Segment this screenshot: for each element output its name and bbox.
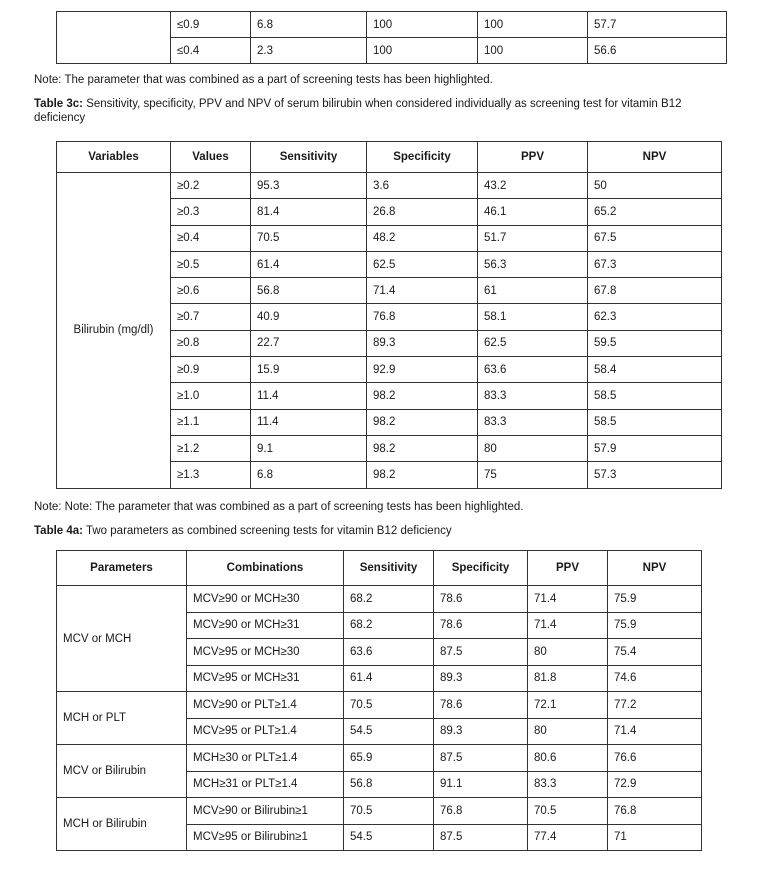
table-cell: 70.5 (528, 798, 608, 825)
header-specificity: Specificity (367, 142, 478, 173)
table-cell: 87.5 (434, 824, 528, 851)
table-cell: 56.3 (478, 251, 588, 277)
table-row (57, 745, 702, 772)
header-parameters: Parameters (57, 551, 187, 586)
table-3c-header-row (57, 142, 722, 173)
table-cell: 76.8 (434, 798, 528, 825)
combination-cell: MCV≥95 or PLT≥1.4 (187, 718, 344, 745)
table-cell: 57.3 (588, 462, 722, 488)
table-cell: ≥0.9 (171, 357, 251, 383)
table-cell: 80.6 (528, 745, 608, 772)
table-cell: 77.2 (608, 692, 702, 719)
table-cell: 11.4 (251, 409, 367, 435)
parameter-cell: MCH or PLT (57, 692, 187, 745)
table-cell: 75.4 (608, 639, 702, 666)
table-cell: 72.1 (528, 692, 608, 719)
table-cell: 65.2 (588, 199, 722, 225)
table-cell: 3.6 (367, 173, 478, 199)
table-cell: 74.6 (608, 665, 702, 692)
table-cell: 78.6 (434, 586, 528, 613)
table-cell: 62.5 (478, 330, 588, 356)
table-cell: 6.8 (251, 12, 367, 38)
table-cell: 68.2 (344, 586, 434, 613)
table-cell: 92.9 (367, 357, 478, 383)
header-sensitivity: Sensitivity (251, 142, 367, 173)
table-cell: ≤0.4 (171, 38, 251, 64)
table-cell: ≥0.7 (171, 304, 251, 330)
combination-cell: MCV≥90 or MCH≥31 (187, 612, 344, 639)
table-cell: ≥1.0 (171, 383, 251, 409)
table-4a-caption-label: Table 4a: (34, 525, 83, 537)
table-cell: ≤0.9 (171, 12, 251, 38)
table-cell: 50 (588, 173, 722, 199)
table-cell: ≥0.8 (171, 330, 251, 356)
table-cell: 51.7 (478, 225, 588, 251)
header-sensitivity: Sensitivity (344, 551, 434, 586)
table-cell: 75.9 (608, 586, 702, 613)
table-cell: 22.7 (251, 330, 367, 356)
combination-cell: MCV≥90 or MCH≥30 (187, 586, 344, 613)
table-cell: 71 (608, 824, 702, 851)
table-cell: 70.5 (344, 692, 434, 719)
table-4a (56, 550, 702, 851)
table-cell: 98.2 (367, 462, 478, 488)
header-npv: NPV (588, 142, 722, 173)
table-3c-caption-text: Sensitivity, specificity, PPV and NPV of serum bilirubin when considered individually as screening test for vitamin B12 deficiency (34, 98, 682, 124)
table-cell: 75.9 (608, 612, 702, 639)
table-cell: 83.3 (478, 383, 588, 409)
table-cell: 98.2 (367, 383, 478, 409)
table-3c (56, 141, 722, 489)
table-cell: 56.6 (588, 38, 727, 64)
header-ppv: PPV (478, 142, 588, 173)
table-cell: 70.5 (251, 225, 367, 251)
table-cell: ≥0.6 (171, 278, 251, 304)
table-cell: 100 (367, 12, 478, 38)
table-row (57, 798, 702, 825)
table-3c-caption (34, 97, 694, 125)
table-cell: 87.5 (434, 639, 528, 666)
combination-cell: MCV≥95 or Bilirubin≥1 (187, 824, 344, 851)
table-cell: 6.8 (251, 462, 367, 488)
table-4a-caption-text: Two parameters as combined screening tests for vitamin B12 deficiency (83, 525, 452, 537)
table-4a-header-row (57, 551, 702, 586)
table-cell: 83.3 (478, 409, 588, 435)
table-cell: 57.7 (588, 12, 727, 38)
table-cell: ≥1.2 (171, 435, 251, 461)
table-row (57, 173, 722, 199)
table-cell: 76.8 (608, 798, 702, 825)
table-cell: 63.6 (478, 357, 588, 383)
table-cell: 40.9 (251, 304, 367, 330)
table-cell: 100 (478, 12, 588, 38)
table-cell: 100 (478, 38, 588, 64)
table-cell: 70.5 (344, 798, 434, 825)
table-cell: 43.2 (478, 173, 588, 199)
table-cell: 61.4 (251, 251, 367, 277)
table-cell: 78.6 (434, 612, 528, 639)
table-row (57, 12, 727, 38)
combination-cell: MCV≥95 or MCH≥31 (187, 665, 344, 692)
table-cell: 89.3 (434, 718, 528, 745)
combination-cell: MCV≥95 or MCH≥30 (187, 639, 344, 666)
table-cell: 98.2 (367, 435, 478, 461)
variable-cell-empty (57, 12, 171, 64)
parameter-cell: MCH or Bilirubin (57, 798, 187, 851)
table-cell: 71.4 (367, 278, 478, 304)
table-row (57, 692, 702, 719)
table-cell: 76.8 (367, 304, 478, 330)
table-cell: 56.8 (251, 278, 367, 304)
parameter-cell: MCV or MCH (57, 586, 187, 692)
table-cell: 54.5 (344, 824, 434, 851)
table-cell: 91.1 (434, 771, 528, 798)
table-cell: 58.5 (588, 409, 722, 435)
table-cell: 67.5 (588, 225, 722, 251)
table-3b-tail (56, 11, 727, 64)
table-cell: 59.5 (588, 330, 722, 356)
table-cell: ≥0.2 (171, 173, 251, 199)
table-cell: 95.3 (251, 173, 367, 199)
note-highlight-3c: Note: Note: The parameter that was combined as a part of screening tests has been highlighted. (34, 501, 524, 513)
table-cell: 100 (367, 38, 478, 64)
table-cell: 48.2 (367, 225, 478, 251)
table-cell: 78.6 (434, 692, 528, 719)
table-cell: 76.6 (608, 745, 702, 772)
header-ppv: PPV (528, 551, 608, 586)
table-row (57, 586, 702, 613)
variable-cell: Bilirubin (mg/dl) (57, 173, 171, 489)
table-cell: 89.3 (434, 665, 528, 692)
table-cell: 83.3 (528, 771, 608, 798)
table-3c-body (57, 173, 722, 489)
table-cell: 57.9 (588, 435, 722, 461)
table-cell: 67.3 (588, 251, 722, 277)
header-specificity: Specificity (434, 551, 528, 586)
table-cell: ≥1.3 (171, 462, 251, 488)
table-cell: 56.8 (344, 771, 434, 798)
table-cell: 80 (528, 718, 608, 745)
table-cell: ≥0.4 (171, 225, 251, 251)
table-cell: 61 (478, 278, 588, 304)
table-cell: 81.8 (528, 665, 608, 692)
table-cell: 72.9 (608, 771, 702, 798)
table-cell: 58.1 (478, 304, 588, 330)
table-3b-body (57, 12, 727, 64)
table-cell: ≥1.1 (171, 409, 251, 435)
table-cell: ≥0.3 (171, 199, 251, 225)
table-cell: 75 (478, 462, 588, 488)
table-cell: 98.2 (367, 409, 478, 435)
table-cell: ≥0.5 (171, 251, 251, 277)
combination-cell: MCH≥31 or PLT≥1.4 (187, 771, 344, 798)
header-npv: NPV (608, 551, 702, 586)
parameter-cell: MCV or Bilirubin (57, 745, 187, 798)
table-cell: 11.4 (251, 383, 367, 409)
table-cell: 46.1 (478, 199, 588, 225)
table-cell: 71.4 (528, 612, 608, 639)
table-cell: 61.4 (344, 665, 434, 692)
combination-cell: MCH≥30 or PLT≥1.4 (187, 745, 344, 772)
table-cell: 87.5 (434, 745, 528, 772)
header-values: Values (171, 142, 251, 173)
table-cell: 77.4 (528, 824, 608, 851)
combination-cell: MCV≥90 or PLT≥1.4 (187, 692, 344, 719)
combination-cell: MCV≥90 or Bilirubin≥1 (187, 798, 344, 825)
table-cell: 81.4 (251, 199, 367, 225)
table-cell: 65.9 (344, 745, 434, 772)
table-cell: 89.3 (367, 330, 478, 356)
table-3c-caption-label: Table 3c: (34, 98, 83, 110)
table-cell: 58.4 (588, 357, 722, 383)
table-cell: 62.5 (367, 251, 478, 277)
table-cell: 58.5 (588, 383, 722, 409)
table-4a-caption (34, 524, 452, 538)
table-4a-body (57, 586, 702, 851)
table-cell: 15.9 (251, 357, 367, 383)
table-cell: 2.3 (251, 38, 367, 64)
table-cell: 80 (478, 435, 588, 461)
header-variables: Variables (57, 142, 171, 173)
table-cell: 71.4 (608, 718, 702, 745)
table-cell: 71.4 (528, 586, 608, 613)
table-cell: 68.2 (344, 612, 434, 639)
table-cell: 63.6 (344, 639, 434, 666)
header-combinations: Combinations (187, 551, 344, 586)
table-cell: 80 (528, 639, 608, 666)
table-cell: 67.8 (588, 278, 722, 304)
table-cell: 54.5 (344, 718, 434, 745)
table-cell: 62.3 (588, 304, 722, 330)
table-cell: 26.8 (367, 199, 478, 225)
table-cell: 9.1 (251, 435, 367, 461)
note-highlight-3b: Note: The parameter that was combined as a part of screening tests has been highlighted. (34, 74, 493, 86)
